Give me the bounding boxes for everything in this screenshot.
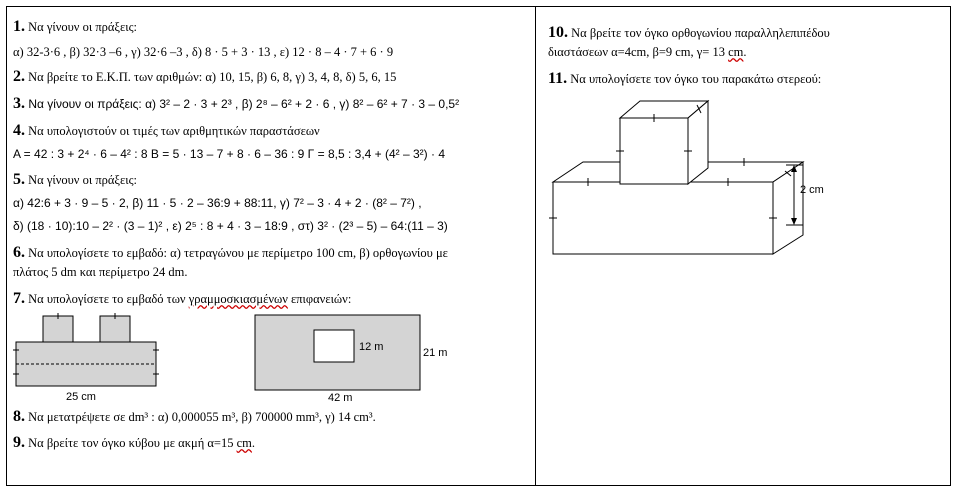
q1-heading [13,19,137,35]
q7-right-width-label: 42 m [328,392,353,404]
q7-right-inner-label: 12 m [359,341,384,353]
q3-text: Να γίνουν οι πράξεις: α) 3² – 2 · 3 + 2³ , β) 2⁸ – 6² + 2 · 6 , γ) 8² – 6² + 7 · 3 – 0,5² [25,97,460,111]
q3-line [13,96,459,112]
q7-text-c: επιφανειών: [287,292,352,306]
column-divider [535,6,536,486]
q6-line-2: πλάτος 5 dm και περίμετρο 24 dm. [13,265,188,279]
solid-height-label: 2 cm [800,184,824,196]
q1-text: Να γίνουν οι πράξεις: [25,20,138,34]
q4-heading [13,123,320,139]
q5-items-2: δ) (18 · 10):10 – 2² · (3 – 1)² , ε) 2⁵ : 8 + 4 · 3 – 18:9 , στ) 3² · (2³ – 5) – 64:(11 – 3) [13,219,448,233]
q11-text: Να υπολογίσετε τον όγκο του παρακάτω στερεού: [567,72,822,86]
q11-number: 11. [548,70,568,87]
q10-unit: cm [728,45,744,59]
q7-right-hole [314,330,354,362]
q4-number: 4. [13,122,25,139]
q7-left-width-label: 25 cm [66,391,96,403]
q7-right-height-label: 21 m [423,347,448,359]
q2-text: Να βρείτε το Ε.Κ.Π. των αριθμών: α) 10, 15, β) 6, 8, γ) 3, 4, 8, δ) 5, 6, 15 [25,70,397,84]
q6-number: 6. [13,244,25,261]
q10-number: 10. [548,24,568,41]
q6-text: Να υπολογίσετε το εμβαδό: α) τετραγώνου με περίμετρο 100 cm, β) ορθογωνίου με [25,246,448,260]
q2-line [13,69,396,85]
q10-line-2 [548,45,747,60]
q9-text-c: . [251,436,255,450]
q7-text-a: Να υπολογίσετε το εμβαδό των [25,292,189,306]
q1-number: 1. [13,18,25,35]
q9-text-a: Να βρείτε τον όγκο κύβου με ακμή α=15 [25,436,237,450]
solid-base-front [553,182,773,254]
q10-dims: διαστάσεων α=4cm, β=9 cm, γ= 13 [548,45,729,59]
q2-number: 2. [13,68,25,85]
q6-line [13,245,448,261]
q8-text: Να μετατρέψετε σε dm³ : α) 0,000055 m³, β) 700000 mm³, γ) 14 cm³. [25,410,376,424]
q9-line [13,435,255,451]
q7-figure-left [10,312,170,404]
q10-heading [548,25,830,41]
q10-text: Να βρείτε τον όγκο ορθογωνίου παραλληλεπιπέδου [568,26,830,40]
q9-number: 9. [13,434,25,451]
q5-items-1: α) 42:6 + 3 · 9 – 5 · 2, β) 11 · 5 · 2 – 36:9 + 88:11, γ) 7² – 3 · 4 + 2 · (8² – 7²) , [13,196,422,210]
q4-expressions: Α = 42 : 3 + 2⁴ · 6 – 4² : 8 Β = 5 · 13 – 7 + 8 · 6 – 36 : 9 Γ = 8,5 : 3,4 + (4² – 3²) · 4 [13,147,446,161]
q10-period: . [743,45,747,59]
q1-items: α) 32-3·6 , β) 32·3 –6 , γ) 32·6 –3 , δ) 8 · 5 + 3 · 13 , ε) 12 · 8 – 4 · 7 + 6 · 9 [13,45,394,59]
q5-text: Να γίνουν οι πράξεις: [25,173,138,187]
q11-heading [548,71,821,87]
q7-number: 7. [13,290,25,307]
q7-left-tab-2 [100,316,130,342]
q7-text-b: γραμμοσκιασμένων [188,292,288,306]
q4-text: Να υπολογιστούν οι τιμές των αριθμητικών παραστάσεων [25,124,320,138]
q9-text-b: cm [236,436,252,450]
q7-left-tab-1 [43,316,73,342]
q5-heading [13,172,137,188]
q11-solid-figure [548,90,848,270]
q3-number: 3. [13,95,25,112]
q5-number: 5. [13,171,25,188]
solid-cube-front [620,118,688,184]
q7-line [13,291,351,307]
q7-figure-right [250,312,470,404]
q8-number: 8. [13,408,25,425]
q8-line [13,409,376,425]
